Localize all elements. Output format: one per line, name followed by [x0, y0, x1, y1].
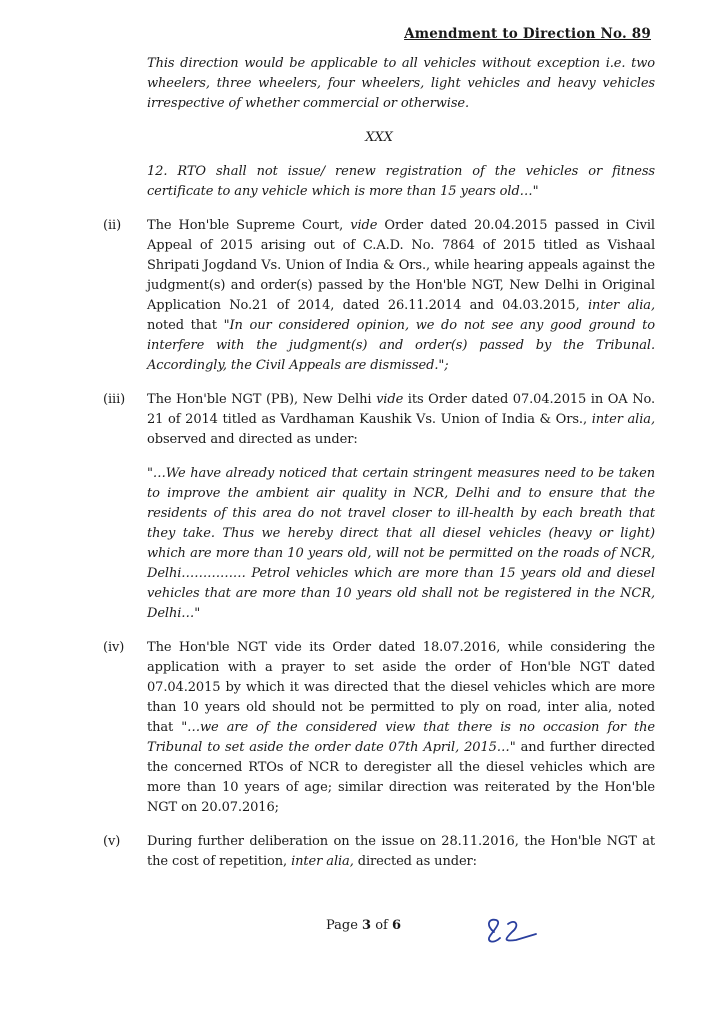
page-number	[0, 918, 727, 933]
paragraph-text: its Order dated 07.04.2015 in OA No. 21 of 2014 titled as Vardhaman Kaushik Vs. Union of India & Ors.,	[147, 392, 655, 427]
page-of-word: of	[375, 918, 388, 933]
quote-12: 12. RTO shall not issue/ renew registration of the vehicles or fitness certificate to any vehicle which is more than 15 years old…"	[147, 164, 655, 199]
paragraph-text: and further directed the concerned RTOs of NCR to deregister all the diesel vehicles which are more than 10 years of age; similar direction was reiterated by the Hon'ble NGT on 20.07.2016;	[147, 740, 655, 815]
paragraph-text: The Hon'ble NGT (PB), New Delhi	[147, 392, 377, 407]
page-total: 6	[392, 918, 402, 933]
vide-text: vide	[350, 218, 378, 233]
inter-alia-text: inter alia,	[588, 298, 655, 313]
document-body	[103, 54, 655, 872]
paragraph-text: directed as under:	[353, 854, 477, 869]
paragraph-v	[103, 832, 655, 872]
paragraph-text: The Hon'ble Supreme Court,	[147, 218, 351, 233]
page-current: 3	[362, 918, 372, 933]
paragraph-ii	[103, 216, 655, 376]
quoted-text: "In our considered opinion, we do not see any good ground to interfere with the judgment(s) and order(s) passed by the Tribunal. Accordingly, the Civil Appeals are dismissed.";	[147, 318, 655, 373]
paragraph-iii	[103, 390, 655, 624]
paragraph-marker: (iv)	[103, 640, 125, 655]
paragraph-text: Order dated 20.04.2015 passed in Civil Appeal of 2015 arising out of C.A.D. No. 7864 of 2015 titled as Vishaal Shripati Jogdand Vs. Union of India & Ors., while hearing appeals against the judgment(s) and order(s) passed by the Hon'ble NGT, New Delhi in Original Application No.21 of 2014, dated 26.11.2014 and 04.03.2015,	[147, 218, 655, 313]
inter-alia-text: inter alia,	[591, 412, 655, 427]
paragraph-text: During further deliberation on the issue on 28.11.2016, the Hon'ble NGT at the cost of repetition,	[147, 834, 655, 869]
quoted-text: "…We have already noticed that certain stringent measures need to be taken to improve the ambient air quality in NCR, Delhi and to ensure that the residents of this area do not travel closer to ill-health by each breath that they take. Thus we hereby direct that all diesel vehicles (heavy or light) which are more than 10 years old, will not be permitted on the roads of NCR, Delhi…………… Petrol vehicles which are more than 15 years old and diesel vehicles that are more than 10 years old shall not be registered in the NCR, Delhi…"	[147, 466, 655, 621]
quoted-text: "…we are of the considered view that there is no occasion for the Tribunal to set aside the order date 07th April, 2015…"	[147, 720, 655, 755]
paragraph-text: noted that	[147, 318, 224, 333]
page-word: Page	[325, 918, 358, 933]
paragraph-iv	[103, 638, 655, 818]
inter-alia-text: inter alia,	[291, 854, 354, 869]
paragraph-marker: (iii)	[103, 392, 126, 407]
page-header-title: Amendment to Direction No. 89	[404, 26, 651, 42]
paragraph-marker: (v)	[103, 834, 121, 849]
paragraph-marker: (ii)	[103, 218, 122, 233]
paragraph-text: observed and directed as under:	[147, 432, 358, 447]
separator: XXX	[365, 130, 393, 145]
lead-quote: This direction would be applicable to all vehicles without exception i.e. two wheelers, three wheelers, four wheelers, light vehicles and heavy vehicles irrespective of whether commercial or otherwise.	[147, 56, 655, 111]
paragraph-text: The Hon'ble NGT vide its Order dated 18.07.2016, while considering the application with a prayer to set aside the order of Hon'ble NGT dated 07.04.2015 by which it was directed that the diesel vehicles which are more than 10 years old should not be permitted to ply on road, inter alia, noted that	[147, 640, 655, 735]
handwritten-initials-signature	[480, 912, 550, 952]
vide-text: vide	[376, 392, 404, 407]
